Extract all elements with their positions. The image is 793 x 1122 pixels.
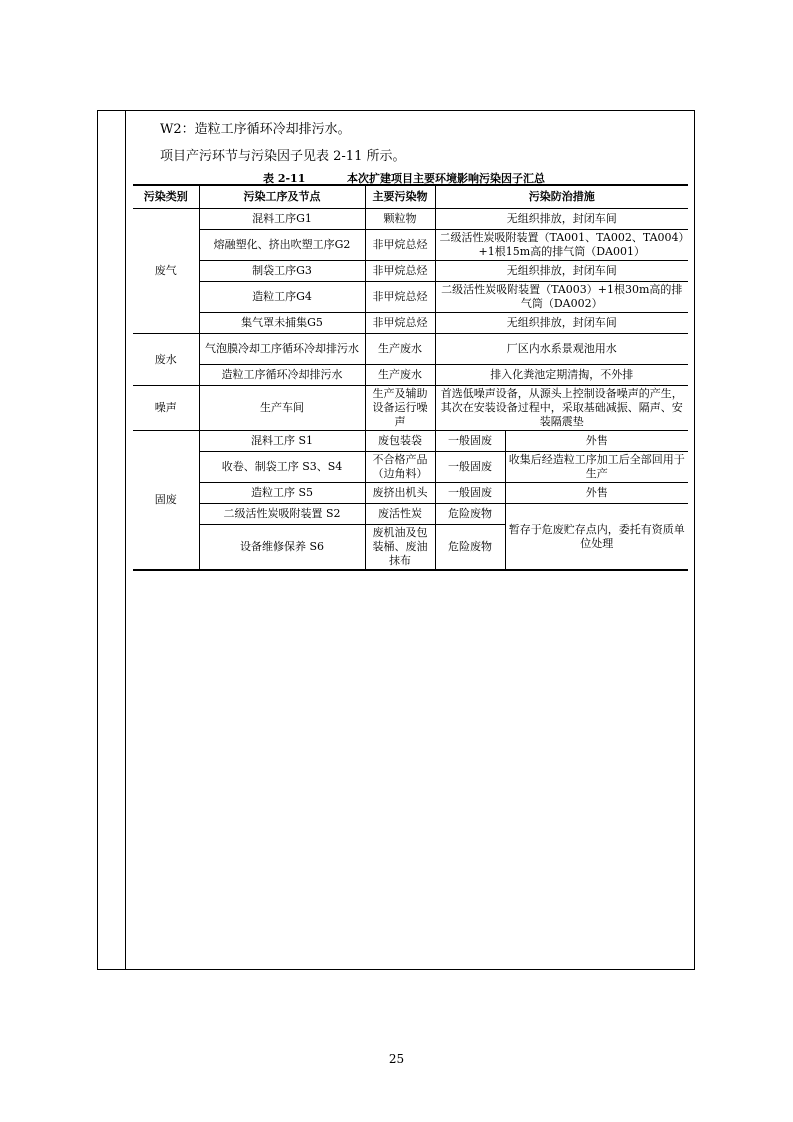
- measure-cell: 厂区内水系景观池用水: [435, 334, 688, 365]
- process-cell: 造粒工序G4: [199, 282, 365, 313]
- measure-cell: 外售: [505, 483, 688, 504]
- process-cell: 集气罩未捕集G5: [199, 313, 365, 334]
- measure-cell: 排入化粪池定期清掏，不外排: [435, 365, 688, 386]
- pollutant-cell: 非甲烷总烃: [365, 261, 435, 282]
- pollutant-cell: 非甲烷总烃: [365, 282, 435, 313]
- process-cell: 收卷、制袋工序 S3、S4: [199, 452, 365, 483]
- table-header-row: [133, 185, 688, 209]
- measure-cell: 外售: [505, 431, 688, 452]
- measure-cell: 收集后经造粒工序加工后全部回用于生产: [505, 452, 688, 483]
- measure-cell: 二级活性炭吸附装置（TA001、TA002、TA004）+1根15m高的排气筒（DA001）: [435, 230, 688, 261]
- hazard-measure-cell: 暂存于危废贮存点内，委托有资质单位处理: [505, 504, 688, 571]
- table-row: [133, 386, 688, 431]
- pollutant-cell: 废活性炭: [365, 504, 435, 525]
- waste-type-cell: 一般固废: [435, 452, 505, 483]
- frame-divider: [125, 110, 126, 970]
- pollutant-cell: 颗粒物: [365, 209, 435, 230]
- table-caption-number: 表 2-11: [263, 172, 306, 185]
- process-cell: 设备维修保养 S6: [199, 525, 365, 571]
- header-pollutant: 主要污染物: [365, 185, 435, 209]
- pollutant-cell: 废包装袋: [365, 431, 435, 452]
- process-cell: 混料工序G1: [199, 209, 365, 230]
- process-cell: 造粒工序 S5: [199, 483, 365, 504]
- pollutant-cell: 生产废水: [365, 334, 435, 365]
- table-row: [133, 504, 688, 525]
- table-row: [133, 261, 688, 282]
- intro-line-2: 项目产污环节与污染因子见表 2-11 所示。: [160, 149, 406, 164]
- table-row: [133, 365, 688, 386]
- process-cell: 二级活性炭吸附装置 S2: [199, 504, 365, 525]
- table-row: [133, 209, 688, 230]
- page-number: 25: [388, 1052, 405, 1066]
- process-cell: 混料工序 S1: [199, 431, 365, 452]
- pollutant-cell: 不合格产品（边角料）: [365, 452, 435, 483]
- table-row: [133, 230, 688, 261]
- measure-cell: 无组织排放，封闭车间: [435, 261, 688, 282]
- header-measure: 污染防治措施: [435, 185, 688, 209]
- process-cell: 生产车间: [199, 386, 365, 431]
- process-cell: 造粒工序循环冷却排污水: [199, 365, 365, 386]
- pollutant-cell: 生产及辅助设备运行噪声: [365, 386, 435, 431]
- pollution-factor-table: [133, 184, 688, 571]
- pollutant-cell: 废机油及包装桶、废油抹布: [365, 525, 435, 571]
- process-cell: 制袋工序G3: [199, 261, 365, 282]
- pollutant-cell: 非甲烷总烃: [365, 313, 435, 334]
- waste-type-cell: 一般固废: [435, 431, 505, 452]
- pollutant-cell: 生产废水: [365, 365, 435, 386]
- category-solid: 固废: [133, 431, 199, 571]
- intro-line-1: W2：造粒工序循环冷却排污水。: [160, 122, 351, 137]
- table-row: [133, 334, 688, 365]
- measure-cell: 首选低噪声设备，从源头上控制设备噪声的产生，其次在安装设备过程中，采取基础减振、隔声、安装隔震垫: [435, 386, 688, 431]
- table-row: [133, 483, 688, 504]
- process-cell: 气泡膜冷却工序循环冷却排污水: [199, 334, 365, 365]
- table-row: [133, 452, 688, 483]
- category-gas: 废气: [133, 209, 199, 334]
- table-row: [133, 282, 688, 313]
- header-process: 污染工序及节点: [199, 185, 365, 209]
- measure-cell: 二级活性炭吸附装置（TA003）+1根30m高的排气筒（DA002）: [435, 282, 688, 313]
- measure-cell: 无组织排放，封闭车间: [435, 209, 688, 230]
- category-noise: 噪声: [133, 386, 199, 431]
- process-cell: 熔融塑化、挤出吹塑工序G2: [199, 230, 365, 261]
- table-caption-title: 本次扩建项目主要环境影响污染因子汇总: [347, 172, 545, 185]
- waste-type-cell: 危险废物: [435, 504, 505, 525]
- table-row: [133, 313, 688, 334]
- measure-cell: 无组织排放，封闭车间: [435, 313, 688, 334]
- table-row: [133, 431, 688, 452]
- waste-type-cell: 一般固废: [435, 483, 505, 504]
- header-category: 污染类别: [133, 185, 199, 209]
- category-water: 废水: [133, 334, 199, 386]
- pollutant-cell: 废挤出机头: [365, 483, 435, 504]
- pollutant-cell: 非甲烷总烃: [365, 230, 435, 261]
- waste-type-cell: 危险废物: [435, 525, 505, 571]
